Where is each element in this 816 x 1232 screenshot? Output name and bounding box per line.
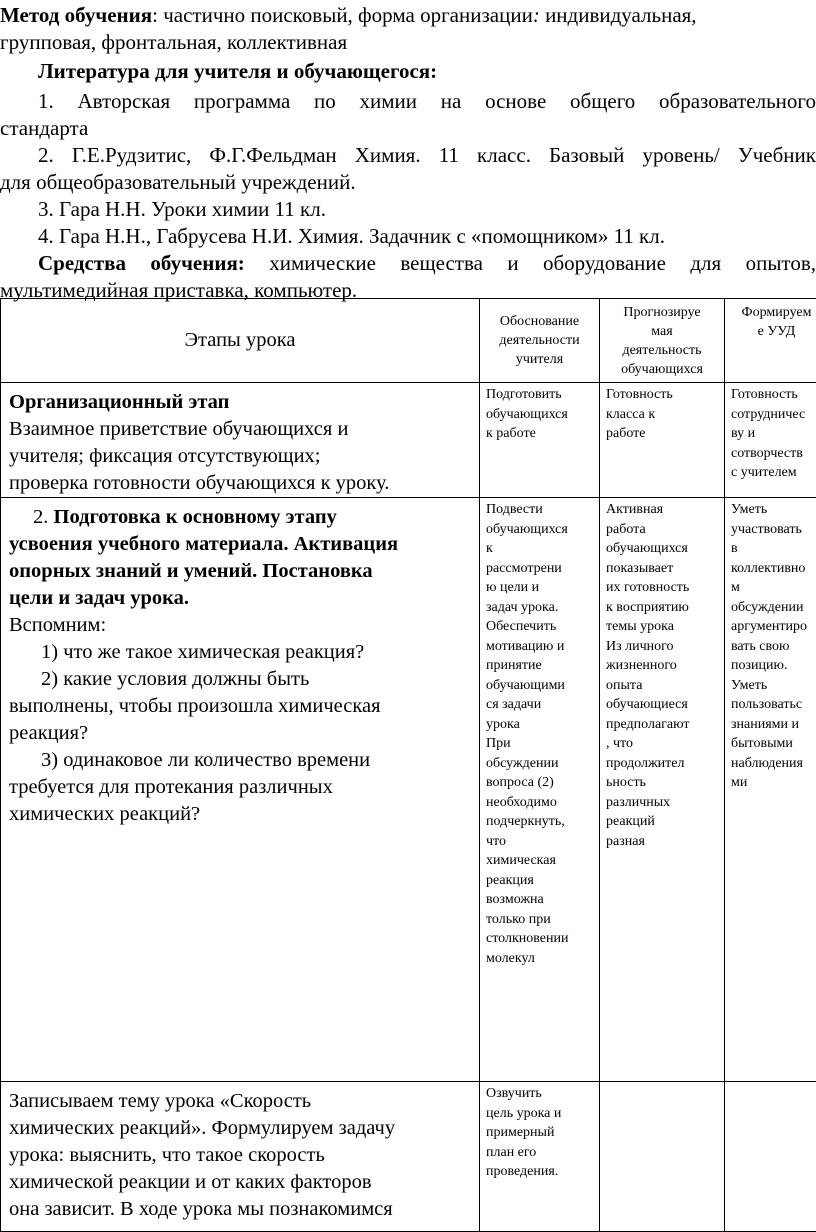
header-teacher: Обоснование деятельности учителя	[480, 299, 600, 383]
lesson-table	[0, 298, 816, 1232]
uud-cell	[725, 1082, 816, 1232]
stage-cell: 2. Подготовка к основному этапу усвоения учебного материала. Активация опорных знаний и умений. Постановка цели и задач урока. Вспомним: 1) что же такое химическая реакция? 2) какие условия должны быть выполнены, чтобы произошла химическая реакция? 3) одинаковое ли количество времени требуется для протекания различных химических реакций?	[1, 498, 480, 1082]
means-line-2: мультимедийная приставка, компьютер.	[0, 277, 357, 303]
teacher-cell: Озвучить цель урока и примерный план его проведения.	[480, 1082, 600, 1232]
header-stages: Этапы урока	[1, 299, 480, 383]
header-students: Прогнозируе мая деятельность обучающихся	[600, 299, 725, 383]
header-uud: Формируем е УУД	[725, 299, 816, 383]
literature-item-2: 2. Г.Е.Рудзитис, Ф.Г.Фельдман Химия. 11 класс. Базовый уровень/ Учебник	[38, 142, 816, 168]
table-row	[1, 1082, 816, 1232]
literature-item-4: 4. Гара Н.Н., Габрусева Н.И. Химия. Задачник с «помощником» 11 кл.	[38, 223, 665, 249]
students-cell: Активная работа обучающихся показывает их готовность к восприятию темы урока Из личного жизненного опыта обучающиеся предполагают , что продолжител ьность различных реакций разная	[600, 498, 725, 1082]
method-line: Метод обучения: частично поисковый, форма организации: индивидуальная,	[0, 2, 697, 28]
means-line: Средства обучения: химические вещества и оборудование для опытов,	[38, 250, 816, 276]
stage-cell: Организационный этап Взаимное приветствие обучающихся и учителя; фиксация отсутствующих; проверка готовности обучающихся к уроку.	[1, 383, 480, 498]
students-cell: Готовность класса к работе	[600, 383, 725, 498]
method-line-2: групповая, фронтальная, коллективная	[0, 29, 347, 55]
literature-item-1-cont: стандарта	[0, 115, 88, 141]
literature-item-2-cont: для общеобразовательный учреждений.	[0, 169, 356, 195]
table-header-row	[1, 299, 816, 383]
uud-cell: Уметь участвовать в коллективно м обсуждении аргументиро вать свою позицию. Уметь пользоватьс знаниями и бытовыми наблюдения ми	[725, 498, 816, 1082]
literature-item-3: 3. Гара Н.Н. Уроки химии 11 кл.	[38, 196, 326, 222]
students-cell	[600, 1082, 725, 1232]
literature-heading: Литература для учителя и обучающегося:	[38, 58, 437, 84]
stage-cell: Записываем тему урока «Скорость химических реакций». Формулируем задачу урока: выяснить, что такое скорость химической реакции и от каких факторов она зависит. В ходе урока мы познакомимся	[1, 1082, 480, 1232]
literature-item-1: 1. Авторская программа по химии на основе общего образовательного	[38, 88, 816, 114]
teacher-cell: Подвести обучающихся к рассмотрени ю цели и задач урока. Обеспечить мотивацию и принятие обучающими ся задачи урока При обсуждении вопроса (2) необходимо подчеркнуть, что химическая реакция возможна только при столкновении молекул	[480, 498, 600, 1082]
table-row	[1, 498, 816, 1082]
table-row	[1, 383, 816, 498]
uud-cell: Готовность сотрудничес ву и сотворчеств с учителем	[725, 383, 816, 498]
teacher-cell: Подготовить обучающихся к работе	[480, 383, 600, 498]
